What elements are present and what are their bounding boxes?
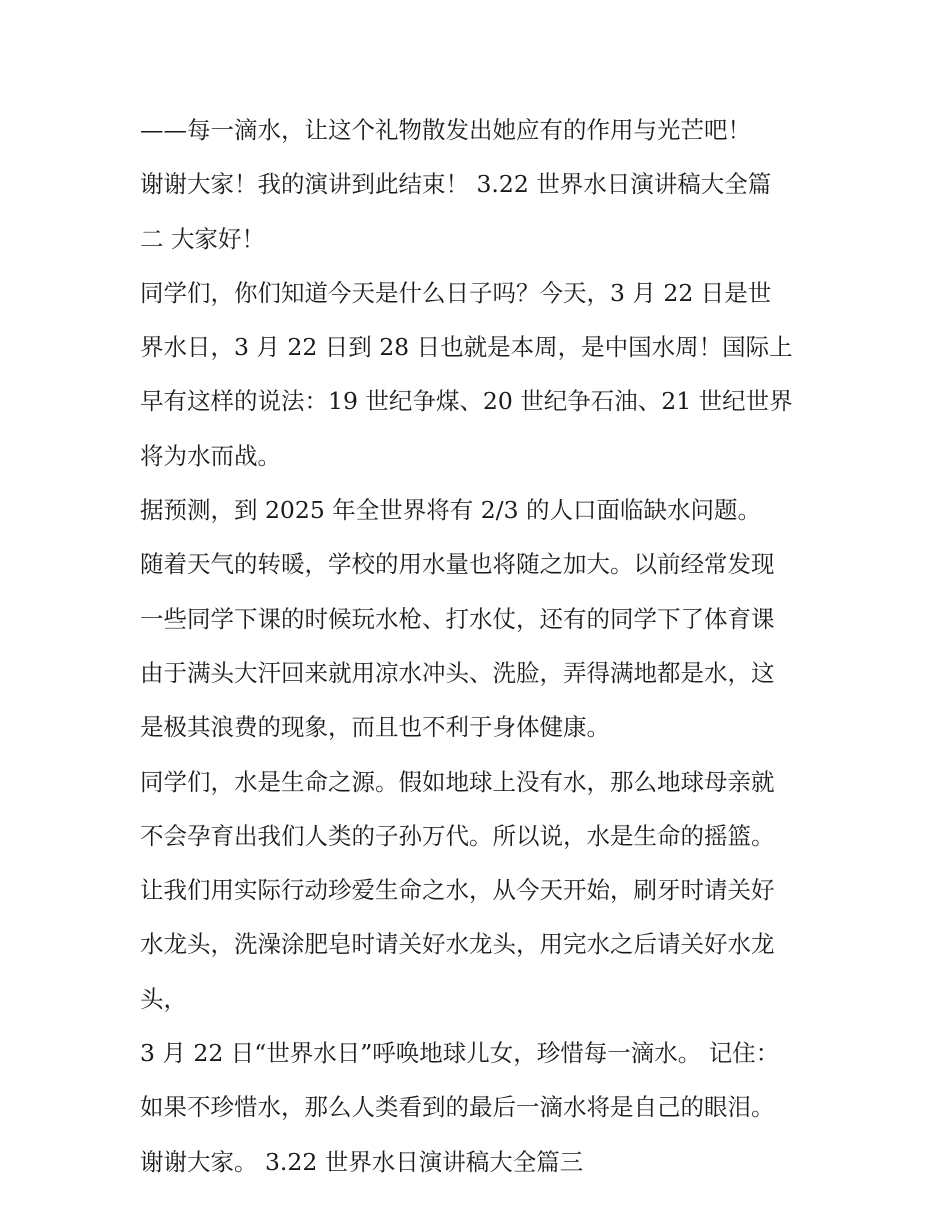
text-line: 一些同学下课的时候玩水枪、打水仗，还有的同学下了体育课 bbox=[140, 604, 775, 633]
text-line: 谢谢大家！我的演讲到此结束！ 3.22 世界水日演讲稿大全篇 bbox=[140, 170, 772, 199]
text-line: 是极其浪费的现象，而且也不利于身体健康。 bbox=[140, 713, 610, 742]
text-line: 二 大家好！ bbox=[140, 224, 265, 253]
speech-text-body bbox=[140, 103, 820, 1189]
text-line: 头， bbox=[140, 984, 187, 1013]
text-line: 让我们用实际行动珍爱生命之水，从今天开始，刷牙时请关好 bbox=[140, 876, 775, 905]
text-line: 水龙头，洗澡涂肥皂时请关好水龙头，用完水之后请关好水龙 bbox=[140, 930, 775, 959]
text-line: 将为水而战。 bbox=[140, 441, 281, 470]
text-line: 随着天气的转暖，学校的用水量也将随之加大。以前经常发现 bbox=[140, 550, 775, 579]
text-line: 据预测，到 2025 年全世界将有 2/3 的人口面临缺水问题。 bbox=[140, 496, 762, 525]
text-line: 如果不珍惜水，那么人类看到的最后一滴水将是自己的眼泪。 bbox=[140, 1093, 775, 1122]
text-line: 界水日，3 月 22 日到 28 日也就是本周，是中国水周！国际上 bbox=[140, 333, 793, 362]
text-line: 3 月 22 日“世界水日”呼唤地球儿女，珍惜每一滴水。 记住： bbox=[140, 1039, 780, 1068]
text-line: 不会孕育出我们人类的子孙万代。所以说，水是生命的摇篮。 bbox=[140, 821, 775, 850]
text-line: 同学们，水是生命之源。假如地球上没有水，那么地球母亲就 bbox=[140, 767, 775, 796]
text-line: 谢谢大家。 3.22 世界水日演讲稿大全篇三 bbox=[140, 1147, 584, 1176]
text-line: ——每一滴水，让这个礼物散发出她应有的作用与光芒吧！ bbox=[140, 116, 751, 144]
text-line: 同学们，你们知道今天是什么日子吗？今天，3 月 22 日是世 bbox=[140, 278, 772, 307]
text-line: 早有这样的说法：19 世纪争煤、20 世纪争石油、21 世纪世界 bbox=[140, 387, 793, 416]
text-line: 由于满头大汗回来就用凉水冲头、洗脸，弄得满地都是水，这 bbox=[140, 658, 775, 687]
